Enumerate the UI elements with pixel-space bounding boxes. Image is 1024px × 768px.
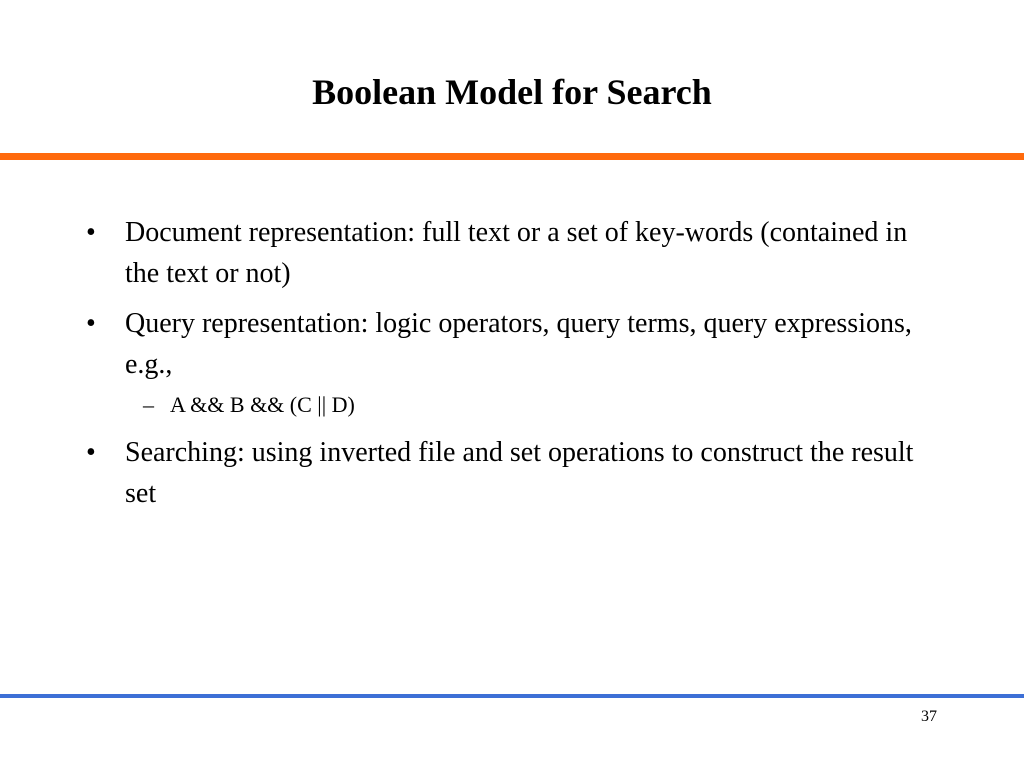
bullet-text: Query representation: logic operators, query terms, query expressions, e.g.,: [125, 308, 912, 380]
bullet-text: Searching: using inverted file and set operations to construct the result set: [125, 437, 914, 509]
bullet-text: Document representation: full text or a set of key-words (contained in the text or not): [125, 217, 908, 289]
slide-title: Boolean Model for Search: [312, 72, 712, 112]
title-divider: [0, 153, 1024, 160]
footer-divider: [0, 694, 1024, 698]
bullet-marker: •: [86, 308, 96, 339]
bullet-item-document-representation: [86, 212, 946, 294]
page-number: 37: [921, 708, 937, 725]
sub-bullet-marker: –: [143, 392, 154, 417]
slide-body: [86, 212, 946, 523]
bullet-item-query-representation: [86, 303, 946, 385]
sub-bullet-text: A && B && (C || D): [170, 392, 355, 417]
sub-bullet-item-query-example: [86, 390, 946, 420]
bullet-marker: •: [86, 217, 96, 248]
bullet-marker: •: [86, 437, 96, 468]
bullet-item-searching: [86, 432, 946, 514]
